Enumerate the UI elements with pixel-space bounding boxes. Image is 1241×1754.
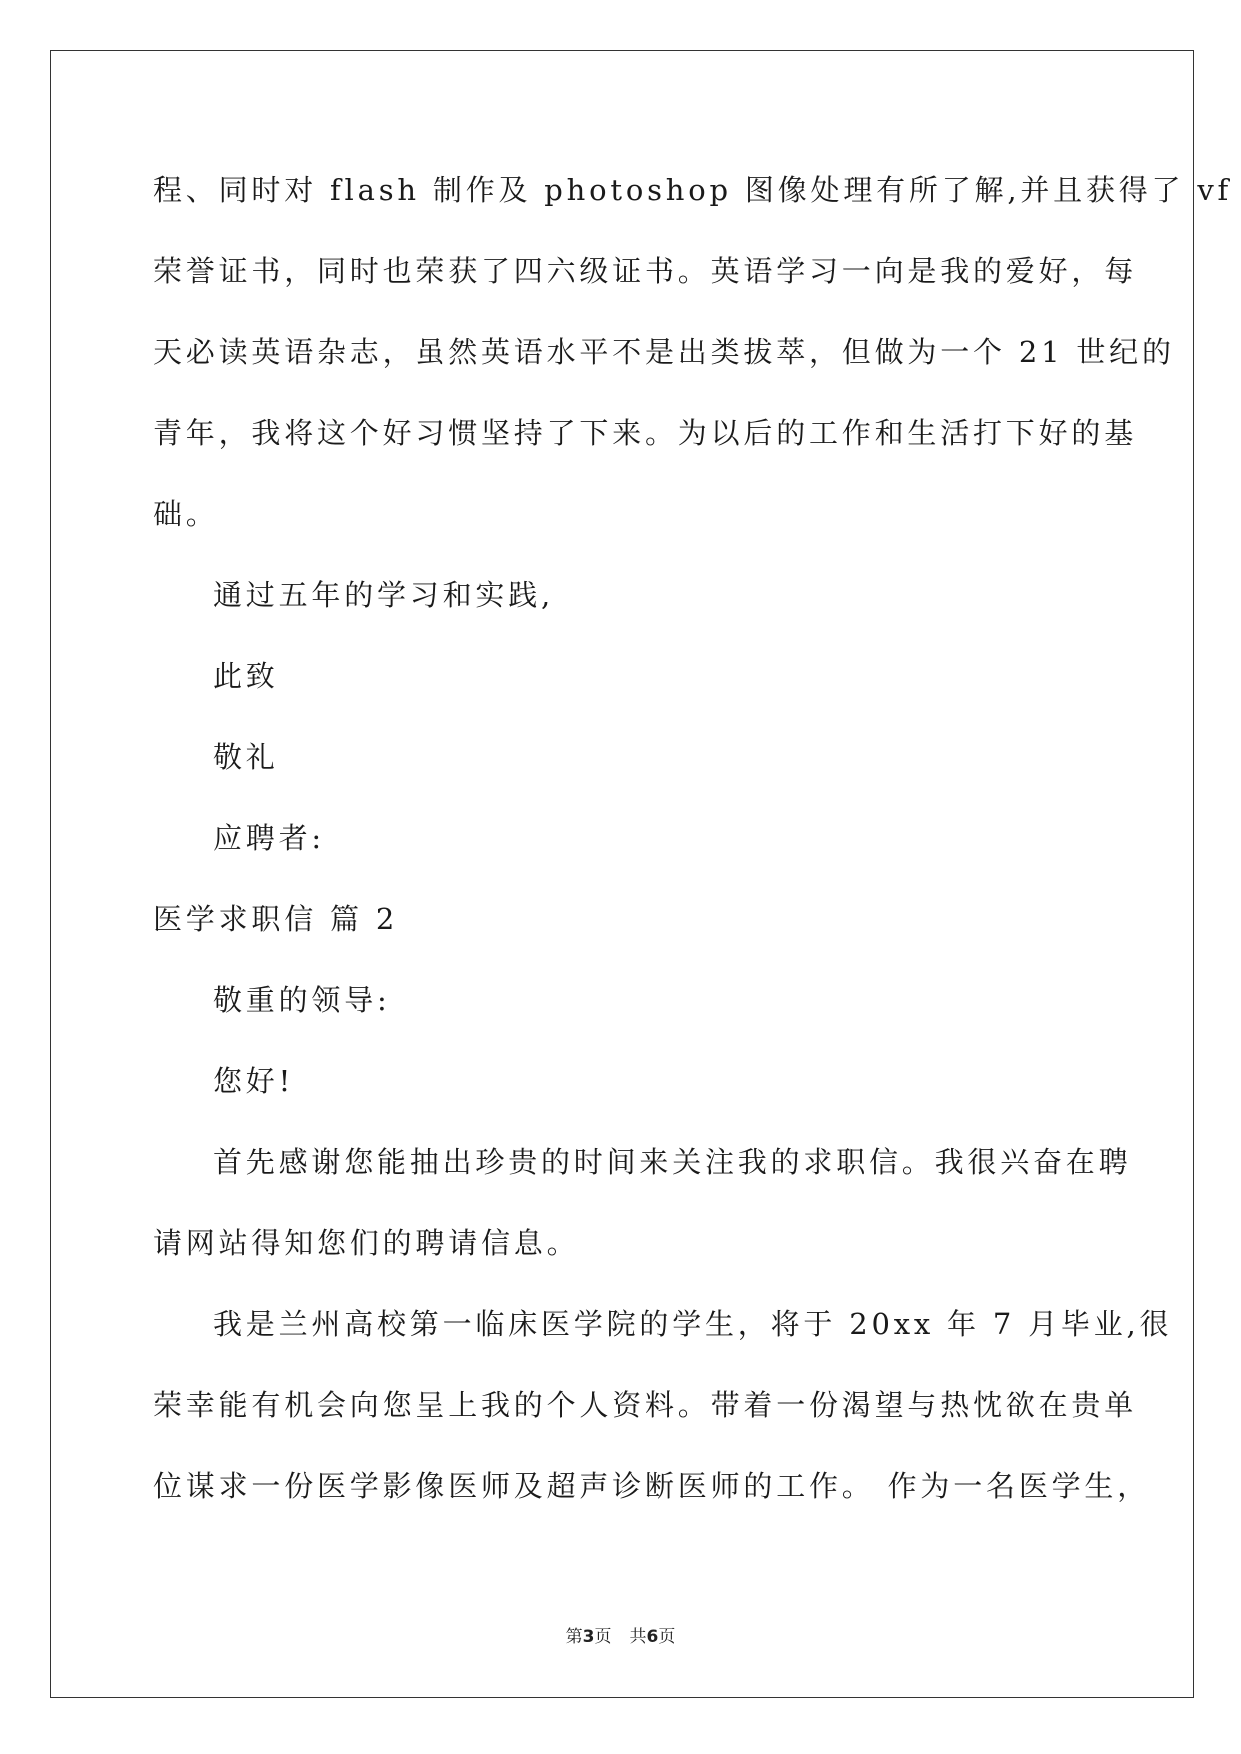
page-suffix: 页 bbox=[594, 1627, 612, 1647]
signature-label: 应聘者: bbox=[213, 821, 325, 855]
page-footer bbox=[0, 1626, 1241, 1648]
text-line: 天必读英语杂志，虽然英语水平不是出类拔萃，但做为一个 21 世纪的 bbox=[153, 335, 1175, 369]
text-line: 程、同时对 flash 制作及 photoshop 图像处理有所了解,并且获得了 vf bbox=[153, 173, 1233, 207]
text-line: 荣幸能有机会向您呈上我的个人资料。带着一份渴望与热忱欲在贵单 bbox=[153, 1388, 1138, 1422]
document-body bbox=[153, 170, 1233, 1547]
text-line: 荣誉证书，同时也荣获了四六级证书。英语学习一向是我的爱好，每 bbox=[153, 254, 1138, 288]
page-current: 3 bbox=[582, 1627, 595, 1647]
section-heading: 医学求职信 篇 2 bbox=[153, 902, 399, 936]
text-line: 我是兰州高校第一临床医学院的学生，将于 20xx 年 7 月毕业,很 bbox=[213, 1307, 1173, 1341]
total-suffix: 页 bbox=[658, 1627, 676, 1647]
text-line: 位谋求一份医学影像医师及超声诊断医师的工作。 作为一名医学生， bbox=[153, 1469, 1151, 1503]
text-line: 青年，我将这个好习惯坚持了下来。为以后的工作和生活打下好的基 bbox=[153, 416, 1138, 450]
page-total: 6 bbox=[646, 1627, 659, 1647]
text-line: 首先感谢您能抽出珍贵的时间来关注我的求职信。我很兴奋在聘 bbox=[213, 1145, 1132, 1179]
greeting-hello: 您好! bbox=[213, 1064, 295, 1098]
greeting: 敬重的领导: bbox=[213, 983, 391, 1017]
closing-salutation: 此致 bbox=[213, 659, 279, 693]
page-prefix: 第 bbox=[565, 1627, 583, 1647]
closing-regards: 敬礼 bbox=[213, 740, 279, 774]
text-line: 础。 bbox=[153, 497, 219, 531]
total-prefix: 共 bbox=[629, 1627, 647, 1647]
text-line: 通过五年的学习和实践, bbox=[213, 578, 555, 612]
text-line: 请网站得知您们的聘请信息。 bbox=[153, 1226, 580, 1260]
